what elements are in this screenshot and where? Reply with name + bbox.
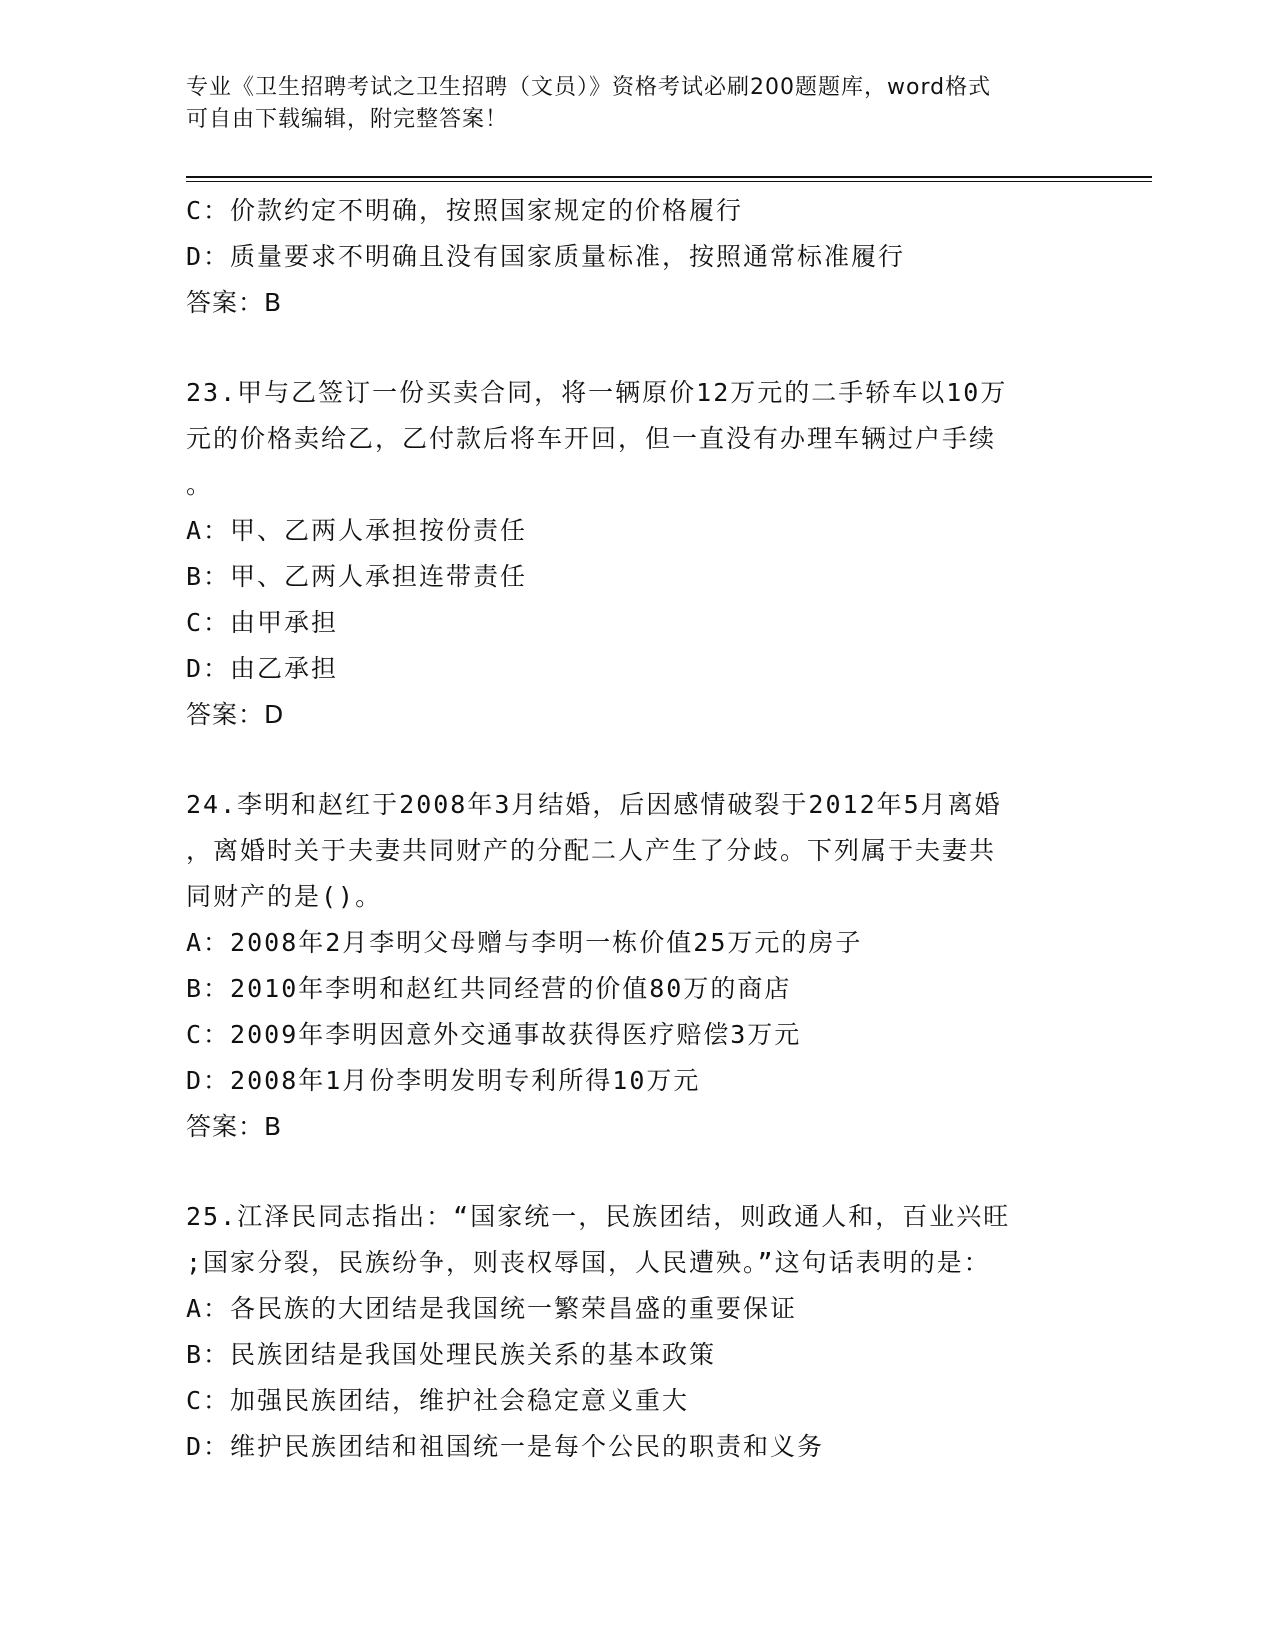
- option-b: B：民族团结是我国处理民族关系的基本政策: [186, 1340, 717, 1369]
- header-divider: [186, 176, 1152, 178]
- option-a: A：2008年2月李明父母赠与李明一栋价值25万元的房子: [186, 928, 863, 957]
- option-b: B：2010年李明和赵红共同经营的价值80万的商店: [186, 974, 792, 1003]
- previous-question-continuation: [186, 188, 1086, 326]
- option-d: D：质量要求不明确且没有国家质量标准，按照通常标准履行: [186, 242, 906, 271]
- option-d: D：2008年1月份李明发明专利所得10万元: [186, 1066, 701, 1095]
- question-stem-line: 同财产的是()。: [186, 882, 383, 911]
- option-d: D：维护民族团结和祖国统一是每个公民的职责和义务: [186, 1432, 825, 1461]
- option-c: C：价款约定不明确，按照国家规定的价格履行: [186, 196, 744, 225]
- header-line-2: 可自由下载编辑，附完整答案！: [186, 107, 509, 132]
- header-divider-thin: [186, 181, 1152, 182]
- question-stem-line: 元的价格卖给乙，乙付款后将车开回，但一直没有办理车辆过户手续: [186, 424, 997, 453]
- option-d: D：由乙承担: [186, 654, 339, 683]
- option-a: A：各民族的大团结是我国统一繁荣昌盛的重要保证: [186, 1294, 798, 1323]
- question-stem-line: 23.甲与乙签订一份买卖合同，将一辆原价12万元的二手轿车以10万: [186, 378, 1008, 407]
- option-b: B：甲、乙两人承担连带责任: [186, 562, 528, 591]
- question-24: [186, 782, 1086, 1150]
- question-stem-line: 24.李明和赵红于2008年3月结婚，后因感情破裂于2012年5月离婚: [186, 790, 1002, 819]
- header-line-1: 专业《卫生招聘考试之卫生招聘（文员）》资格考试必刷200题题库，word格式: [186, 75, 992, 100]
- question-stem-line: ，离婚时关于夫妻共同财产的分配二人产生了分歧。下列属于夫妻共: [186, 836, 997, 865]
- option-a: A：甲、乙两人承担按份责任: [186, 516, 528, 545]
- option-c: C：由甲承担: [186, 608, 339, 637]
- option-c: C：加强民族团结，维护社会稳定意义重大: [186, 1386, 690, 1415]
- question-23: [186, 370, 1086, 738]
- question-stem-line: ;国家分裂，民族纷争，则丧权辱国，人民遭殃。”这句话表明的是：: [186, 1248, 991, 1277]
- question-stem-line: 。: [186, 470, 214, 499]
- page-header: [186, 72, 1066, 136]
- question-25: [186, 1194, 1086, 1470]
- page-content: [186, 188, 1086, 1470]
- answer-line: 答案：B: [186, 1112, 283, 1141]
- question-stem-line: 25.江泽民同志指出：“国家统一，民族团结，则政通人和，百业兴旺: [186, 1202, 1011, 1231]
- answer-line: 答案：D: [186, 700, 285, 729]
- answer-line: 答案：B: [186, 288, 283, 317]
- option-c: C：2009年李明因意外交通事故获得医疗赔偿3万元: [186, 1020, 802, 1049]
